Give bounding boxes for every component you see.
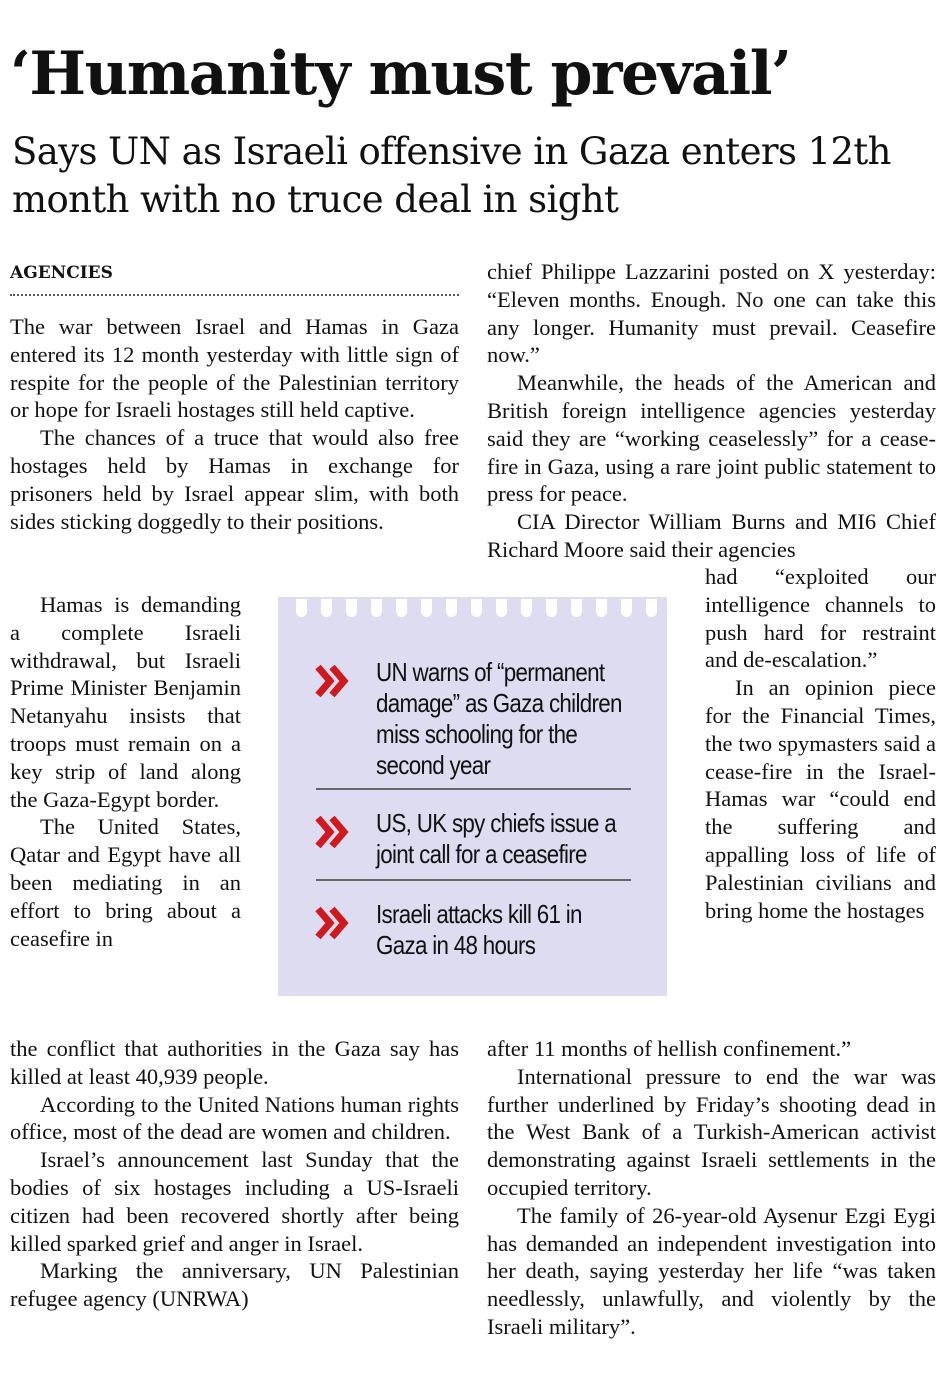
highlight-text: US, UK spy chiefs issue a joint call for a ceasefire	[376, 808, 617, 869]
paragraph: had “exploited our intelligence channels to push hard for restraint and de-escalation.”	[705, 564, 936, 673]
notepad-hole	[396, 599, 407, 617]
paragraph: According to the United Nations human rights office, most of the dead are women and children.	[10, 1091, 459, 1145]
notepad-hole	[496, 599, 507, 617]
paragraph: The family of 26-year-old Aysenur Ezgi Eygi has demanded an independent investigation into her death, saying yesterday her life “was taken needlessly, unlawfully, and violently by the Israeli military”.	[487, 1202, 936, 1339]
notepad-hole	[446, 599, 457, 617]
notepad-holes	[278, 597, 667, 623]
column-2-bottom	[487, 1035, 936, 1341]
highlights-box	[278, 597, 667, 996]
paragraph: The war between Israel and Hamas in Gaza entered its 12 month yesterday with little sign of respite for the people of the Palestinian territory or hope for Israeli hostages still held captive.	[10, 314, 459, 423]
headline: ‘Humanity must prevail’	[10, 39, 791, 109]
double-chevron-right-icon	[314, 903, 354, 943]
column-2-top	[487, 258, 936, 564]
paragraph: In an opinion piece for the Financial Times, the two spymasters said a cease-fire in the Israel-Hamas war “could end the suffering and appalling loss of life of Palestinian civilians and bring home the hostages	[705, 675, 936, 923]
paragraph: The United States, Qatar and Egypt have all been mediating in an effort to bring about a ceasefire in	[10, 814, 241, 951]
notepad-hole	[371, 599, 382, 617]
highlight-text: UN warns of “permanent damage” as Gaza children miss schooling for the second year	[376, 657, 622, 780]
notepad-hole	[471, 599, 482, 617]
paragraph: Marking the anniversary, UN Palestinian refugee agency (UNRWA)	[10, 1258, 459, 1312]
notepad-hole	[596, 599, 607, 617]
column-1-bottom	[10, 1035, 459, 1313]
paragraph: Meanwhile, the heads of the American and British foreign intelligence agencies yesterday said they are “working ceaselessly” for a cease-fire in Gaza, using a rare joint public statement to press for peace.	[487, 370, 936, 507]
paragraph: The chances of a truce that would also free hostages held by Hamas in exchange for prisoners held by Israel appear slim, with both sides sticking doggedly to their positions.	[10, 425, 459, 534]
paragraph: International pressure to end the war was further underlined by Friday’s shooting dead in the West Bank of a Turkish-American activist demonstrating against Israeli settlements in the occupied territory.	[487, 1063, 936, 1200]
notepad-hole	[321, 599, 332, 617]
column-1-narrow	[10, 591, 241, 952]
divider	[316, 788, 631, 790]
paragraph: chief Philippe Lazzarini posted on X yesterday: “Eleven months. Enough. No one can take this any longer. Humanity must prevail. Ceasefire now.”	[487, 259, 936, 368]
notepad-hole	[296, 599, 307, 617]
paragraph: after 11 months of hellish confinement.”	[487, 1036, 852, 1061]
divider	[316, 879, 631, 881]
highlight-text: Israeli attacks kill 61 in Gaza in 48 hours	[376, 899, 582, 960]
paragraph: Hamas is demanding a complete Israeli withdrawal, but Israeli Prime Minister Benjamin Netanyahu insists that troops must remain on a key strip of land along the Gaza-Egypt border.	[10, 592, 241, 812]
notepad-hole	[546, 599, 557, 617]
subheadline: Says UN as Israeli offensive in Gaza enters 12th month with no truce deal in sight	[12, 130, 891, 221]
notepad-hole	[521, 599, 532, 617]
column-1-top	[10, 313, 459, 535]
notepad-hole	[646, 599, 657, 617]
paragraph: Israel’s announcement last Sunday that the bodies of six hostages including a US-Israeli citizen had been recovered shortly after being killed sparked grief and anger in Israel.	[10, 1147, 459, 1256]
notepad-hole	[346, 599, 357, 617]
notepad-hole	[621, 599, 632, 617]
byline: AGENCIES	[10, 262, 459, 296]
double-chevron-right-icon	[314, 661, 354, 701]
double-chevron-right-icon	[314, 812, 354, 852]
column-2-narrow	[705, 563, 936, 924]
paragraph: the conflict that authorities in the Gaza say has killed at least 40,939 people.	[10, 1036, 459, 1089]
paragraph: CIA Director William Burns and MI6 Chief Richard Moore said their agencies	[487, 509, 936, 562]
notepad-hole	[571, 599, 582, 617]
notepad-hole	[421, 599, 432, 617]
